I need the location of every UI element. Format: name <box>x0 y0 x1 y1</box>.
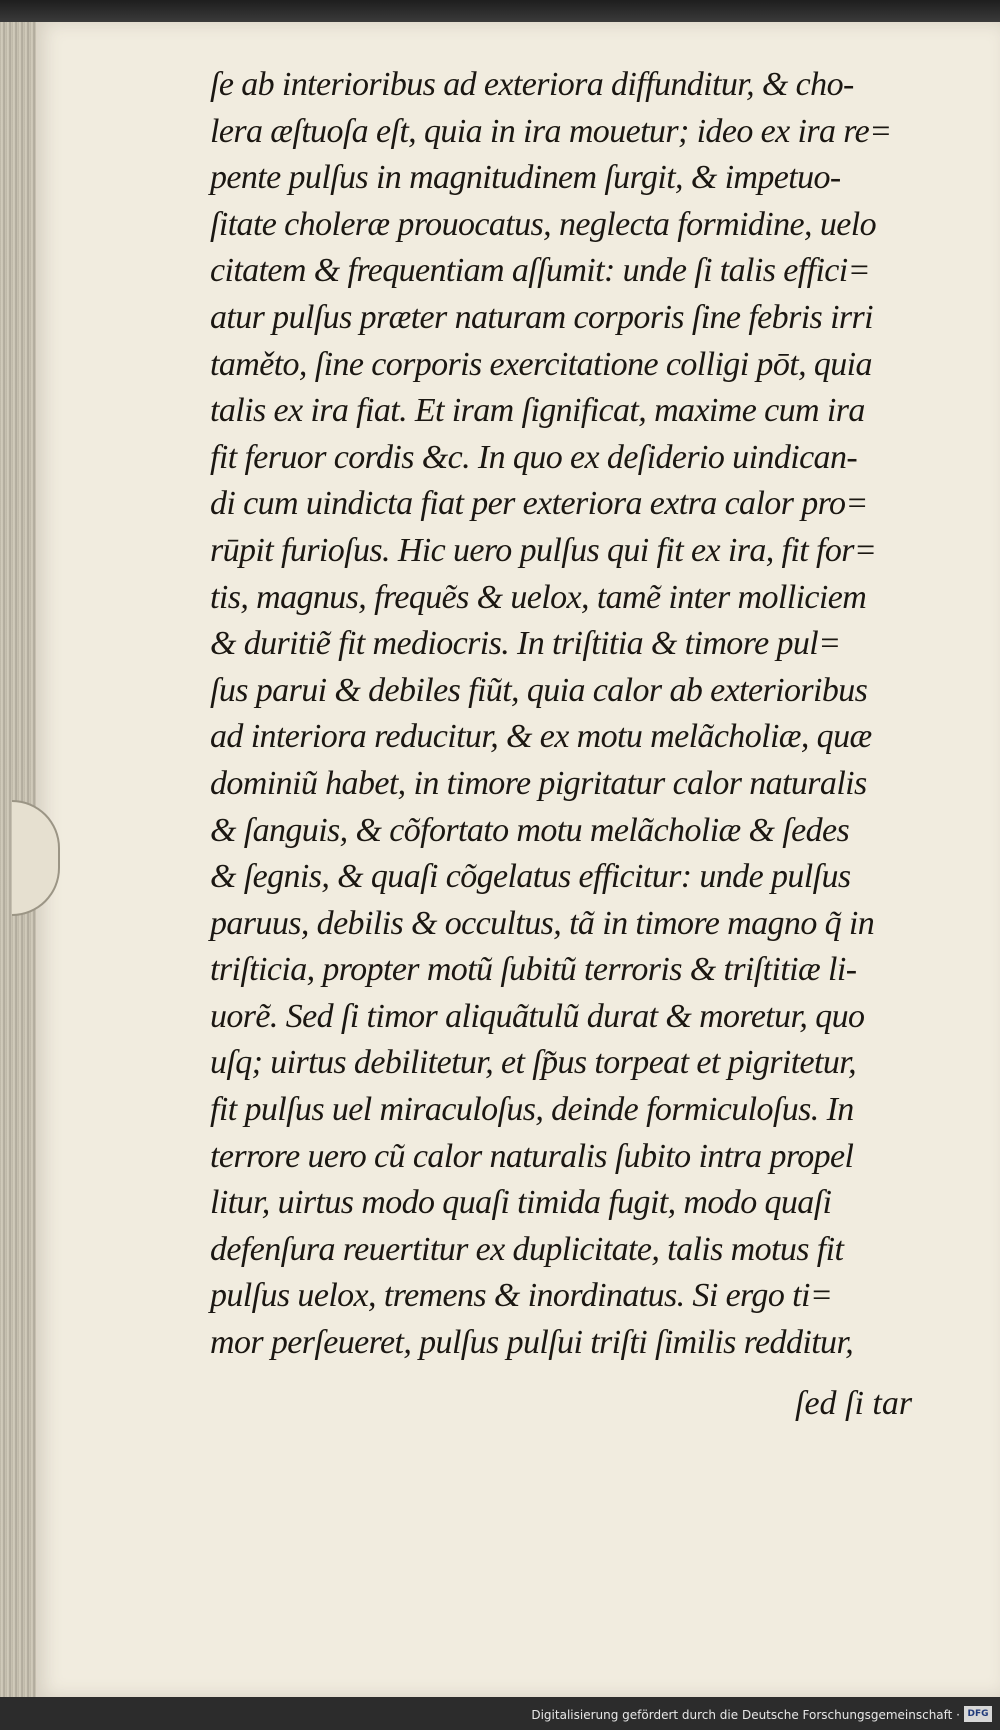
text-line: fit pulſus uel miraculoſus, deinde formiculoſus. In <box>210 1091 854 1129</box>
text-line: citatem & frequentiam aſſumit: unde ſi talis effici= <box>210 252 870 290</box>
text-line: terrore uero cũ calor naturalis ſubito intra propel <box>210 1137 854 1175</box>
dfg-logo: DFG <box>964 1706 992 1722</box>
text-line: pente pulſus in magnitudinem ſurgit, & impetuo- <box>210 159 841 197</box>
text-line: atur pulſus præter naturam corporis ſine febris irri <box>210 298 874 336</box>
text-line: dominiũ habet, in timore pigritatur calor naturalis <box>210 764 867 802</box>
text-line: uorẽ. Sed ſi timor aliquãtulũ durat & moretur, quo <box>210 997 865 1035</box>
text-line: defenſura reuertitur ex duplicitate, talis motus fit <box>210 1230 844 1268</box>
text-line: ad interiora reducitur, & ex motu melãcholiæ, quæ <box>210 718 872 756</box>
text-line: pulſus uelox, tremens & inordinatus. Si ergo ti= <box>210 1277 833 1315</box>
text-line: tis, magnus, frequẽs & uelox, tamẽ inter molliciem <box>210 578 867 616</box>
text-line: & duritiẽ fit mediocris. In triſtitia & timore pul= <box>210 625 841 663</box>
text-line: ſe ab interioribus ad exteriora diffunditur, & cho- <box>210 66 854 103</box>
text-line: uſq; uirtus debilitetur, et ſp̃us torpeat et pigritetur, <box>210 1044 857 1082</box>
text-line: talis ex ira fiat. Et iram ſignificat, maxime cum ira <box>210 392 865 430</box>
catchword: ſed ſi tar <box>795 1385 913 1422</box>
text-line: taměto, ſine corporis exercitatione colligi pōt, quia <box>210 345 872 383</box>
text-line: litur, uirtus modo quaſi timida fugit, modo quaſi <box>210 1184 832 1222</box>
text-line: & ſanguis, & cõfortato motu melãcholiæ & ſedes <box>210 811 850 849</box>
text-line: ſitate choleræ prouocatus, neglecta formidine, uelo <box>210 205 876 243</box>
text-line: rūpit furioſus. Hic uero pulſus qui fit ex ira, fit for= <box>210 531 877 569</box>
scan-top-edge <box>0 0 1000 22</box>
body-text <box>210 62 930 1367</box>
funding-notice: Digitalisierung gefördert durch die Deutsche Forschungsgemeinschaft · <box>531 1708 960 1722</box>
text-line: paruus, debilis & occultus, tã in timore magno q̃ in <box>210 904 875 942</box>
text-line: di cum uindicta fiat per exteriora extra calor pro= <box>210 485 868 523</box>
text-line: & ſegnis, & quaſi cõgelatus efficitur: unde pulſus <box>210 858 851 896</box>
text-line: mor perſeueret, pulſus pulſui triſti ſimilis redditur, <box>210 1324 854 1362</box>
text-line: fit feruor cordis &c. In quo ex deſiderio uindican- <box>210 438 858 476</box>
text-line: triſticia, propter motũ ſubitũ terroris & triſtitiæ li- <box>210 951 857 989</box>
text-line: lera æſtuoſa eſt, quia in ira mouetur; ideo ex ira re= <box>210 112 892 150</box>
text-line: ſus parui & debiles fiũt, quia calor ab exterioribus <box>210 671 868 709</box>
